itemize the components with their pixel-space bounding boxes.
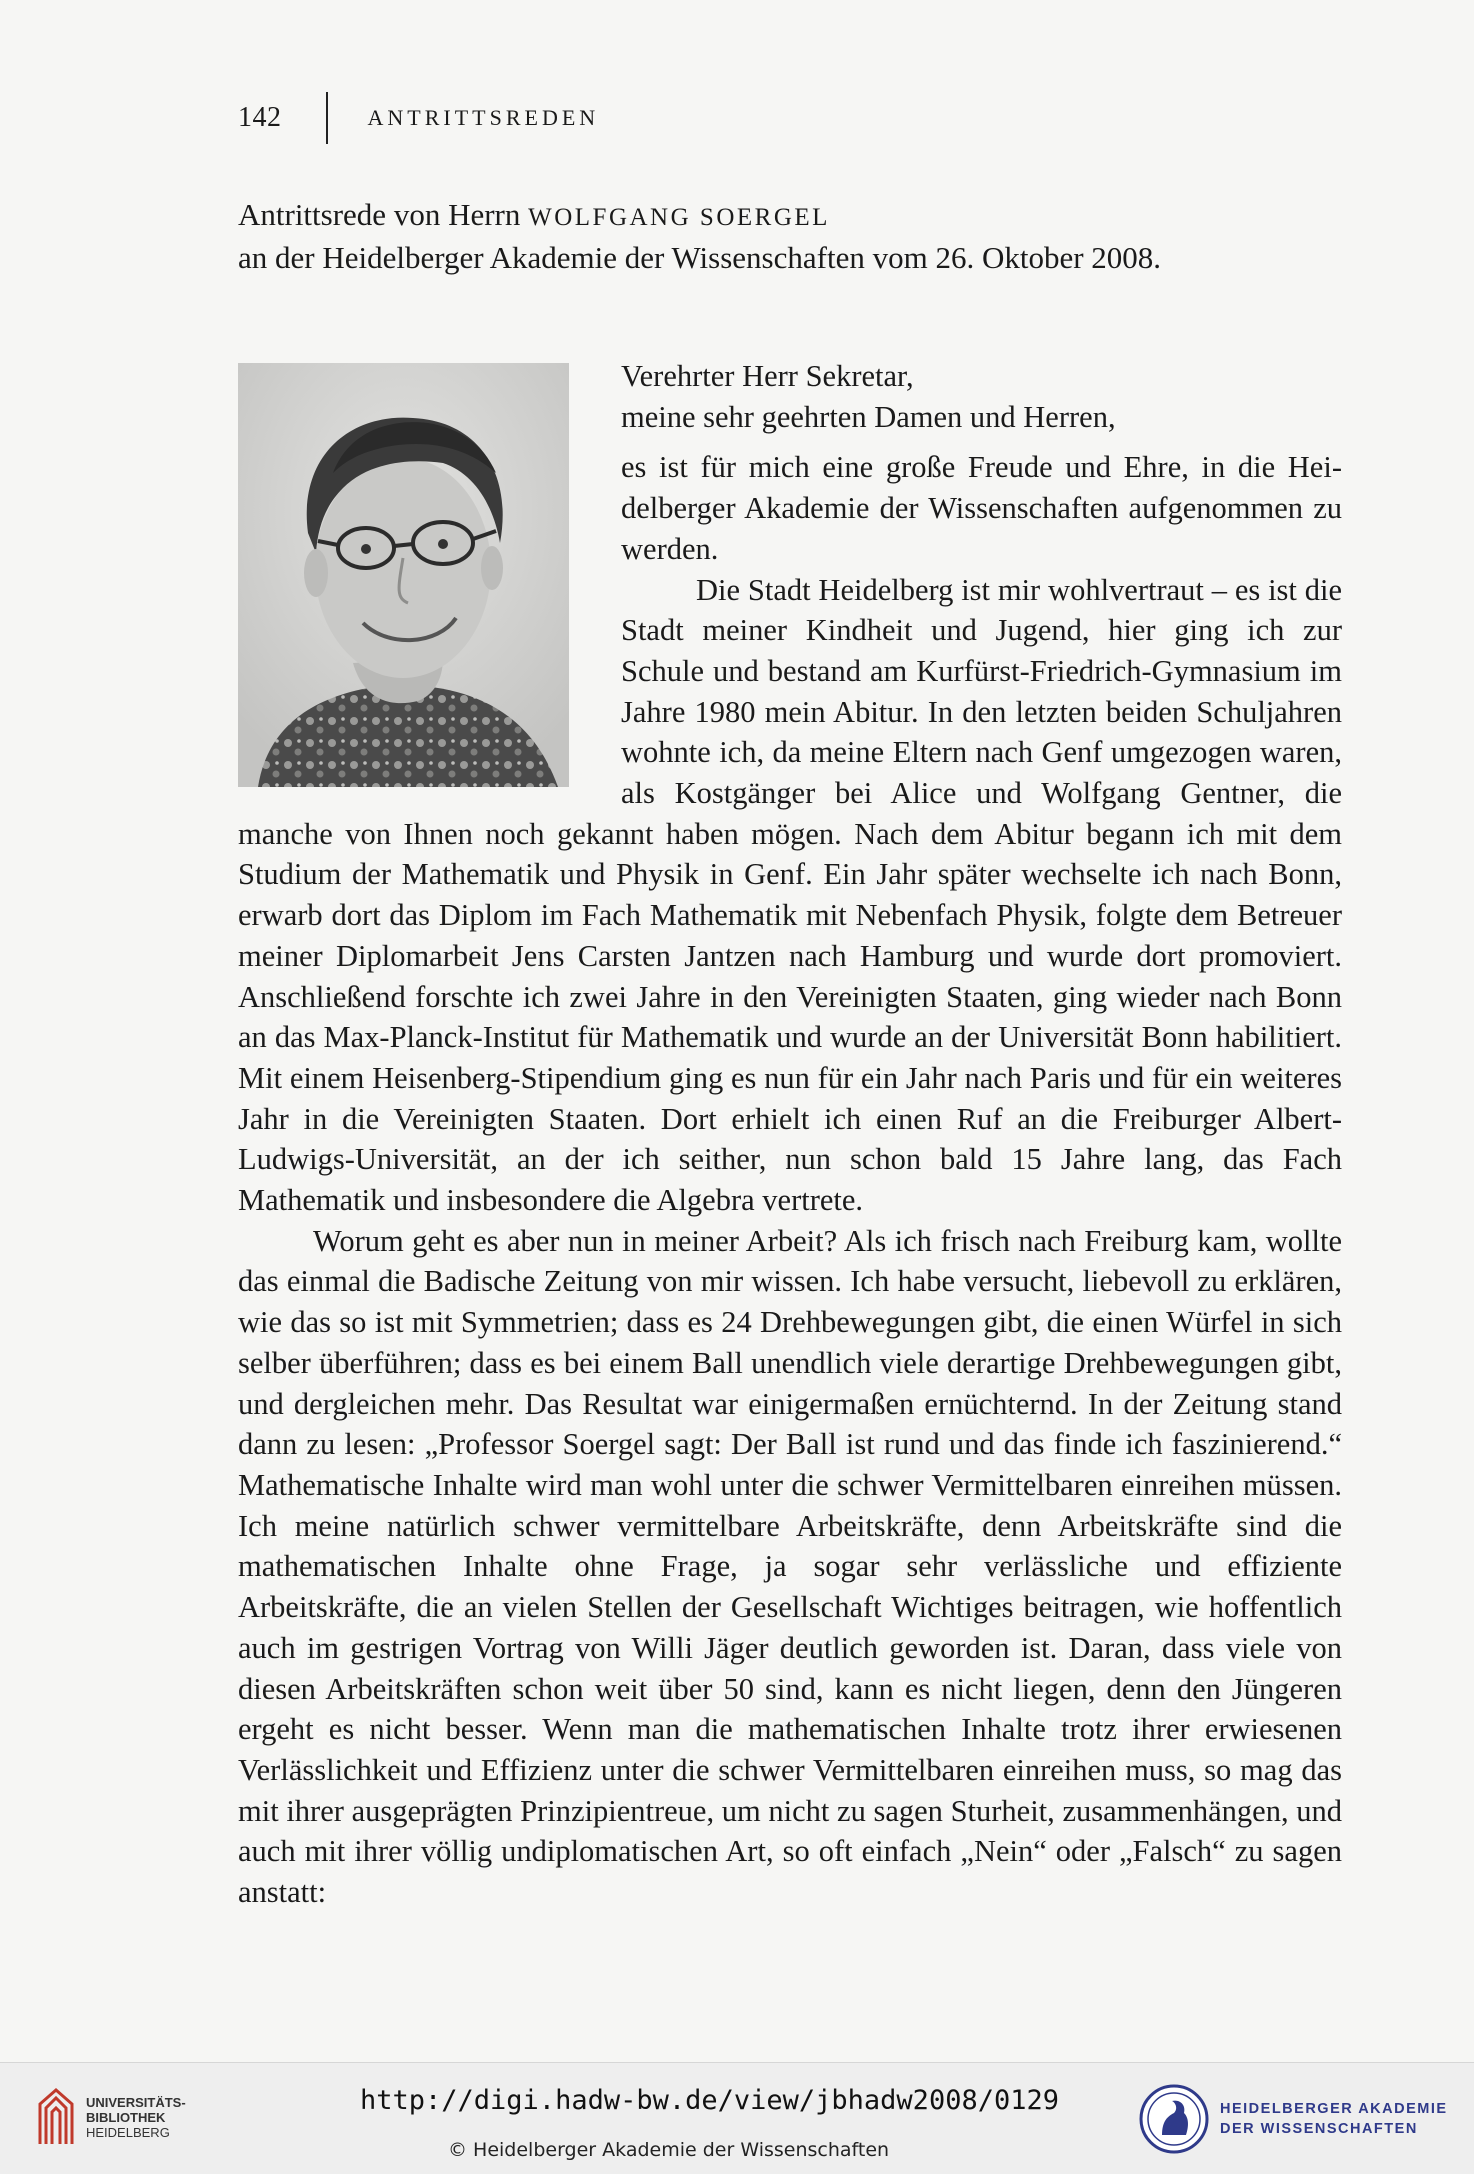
ub-line-2: BIBLIOTHEK (86, 2109, 166, 2125)
running-head (238, 98, 599, 138)
document-url-link[interactable]: http://digi.hadw-bw.de/view/jbhadw2008/0129 (360, 2085, 1059, 2116)
speaker-name: WOLFGANG SOERGEL (528, 204, 830, 231)
paragraph-1: es ist für mich eine große Freude und Ehre, in die Heidelberger Akademie der Wissenschaften aufgenommen zu werden. (621, 450, 1342, 566)
photo-wrap-space (238, 356, 621, 801)
ub-logo-text (86, 2095, 186, 2140)
salutation-2: meine sehr geehrten Damen und Herren, (621, 399, 1116, 434)
ub-line-3: HEIDELBERG (86, 2124, 170, 2140)
paragraph-3: Worum geht es aber nun in meiner Arbeit? Als ich frisch nach Freiburg kam, wollte das einmal die Badische Zeitung von mir wissen. Ich habe versucht, liebevoll zu erklären, wie das so ist mit Symmetrien; dass es 24 Drehbewegungen gibt, die einen Würfel in sich selber überführen; dass es bei einem Ball unendlich viele derartige Drehbewegungen gibt, und dergleichen mehr. Das Resultat war einigermaßen ernüchternd. In der Zeitung stand dann zu lesen: „Professor Soergel sagt: Der Ball ist rund und das finde ich faszinierend.“ Mathematische Inhalte wird man wohl unter die schwer Vermittelbaren einreihen müssen. Ich meine natürlich schwer vermittelbare Arbeitskräfte, denn Arbeitskräfte sind die mathematischen Inhalte ohne Frage, ja sogar sehr verlässliche und effiziente Arbeitskräfte, die an vielen Stellen der Gesellschaft Wichtiges beitragen, wie hoffentlich auch im gestrigen Vortrag von Willi Jäger deutlich geworden ist. Daran, dass viele von diesen Arbeitskräften schon weit über 50 sind, kann es nicht liegen, denn den Jüngeren ergeht es nicht besser. Wenn man die mathematischen Inhalte trotz ihrer erwiesenen Verlässlichkeit und Effizienz unter die schwer Vermittelbaren einreihen muss, so mag das mit ihrer ausgeprägten Prinzipientreue, um nicht zu sagen Sturheit, zusammenhängen, und auch mit ihrer völlig undiplomatischen Art, so oft einfach „Nein“ oder „Falsch“ zu sagen anstatt: (238, 1223, 1342, 1910)
speech-body (238, 356, 1342, 1913)
ub-heidelberg-logo[interactable] (34, 2081, 186, 2153)
hadw-logo[interactable] (1138, 2081, 1458, 2157)
intro-line-1 (238, 195, 1348, 238)
hadw-seal-icon (1138, 2083, 1210, 2155)
intro-prefix: Antrittsrede von Herrn (238, 197, 529, 232)
hadw-logo-text (1220, 2099, 1448, 2139)
copyright-notice: © Heidelberger Akademie der Wissenschaften (448, 2139, 890, 2161)
hadw-line-1: HEIDELBERGER AKADEMIE (1220, 2101, 1448, 2117)
ub-line-1: UNIVERSITÄTS- (86, 2094, 186, 2110)
footer-bar (0, 2062, 1474, 2174)
header-divider (326, 92, 328, 144)
hadw-line-2: DER WISSENSCHAFTEN (1220, 2121, 1418, 2137)
ub-logo-icon (34, 2084, 78, 2150)
salutation-1: Verehrter Herr Sekretar, (621, 359, 914, 393)
page-number: 142 (238, 102, 282, 133)
paragraph-2: Die Stadt Heidelberg ist mir wohlvertraut – es ist die Stadt meiner Kindheit und Jugend, hier ging ich zur Schule und bestand am Kurfürst-Friedrich-Gymnasium im Jahre 1980 mein Abitur. In den letzten beiden Schuljahren wohnte ich, da meine Eltern nach Genf umgezogen waren, als Kostgänger bei Alice und Wolfgang Gentner, die manche von Ihnen noch gekannt haben mögen. Nach dem Abitur begann ich mit dem Studium der Mathematik und Physik in Genf. Ein Jahr später wechselte ich nach Bonn, erwarb dort das Diplom im Fach Mathematik mit Nebenfach Physik, folgte dem Betreuer meiner Diplomarbeit Jens Carsten Jantzen nach Hamburg und wurde dort promoviert. Anschließend forschte ich zwei Jahre in den Vereinigten Staaten, ging wieder nach Bonn an das Max-Planck-Institut für Mathematik und wurde an der Universität Bonn habilitiert. Mit einem Heisenberg-Stipendium ging es nun für ein Jahr nach Paris und für ein weiteres Jahr in die Vereinigten Staaten. Dort erhielt ich einen Ruf an die Freiburger Albert-Ludwigs-Universität, an der ich seither, nun schon bald 15 Jahre lang, das Fach Mathematik und insbesondere die Algebra vertrete. (238, 572, 1342, 1218)
intro-line-2: an der Heidelberger Akademie der Wissenschaften vom 26. Oktober 2008. (238, 240, 1162, 275)
speech-intro (238, 195, 1348, 278)
section-title: ANTRITTSREDEN (367, 105, 600, 130)
